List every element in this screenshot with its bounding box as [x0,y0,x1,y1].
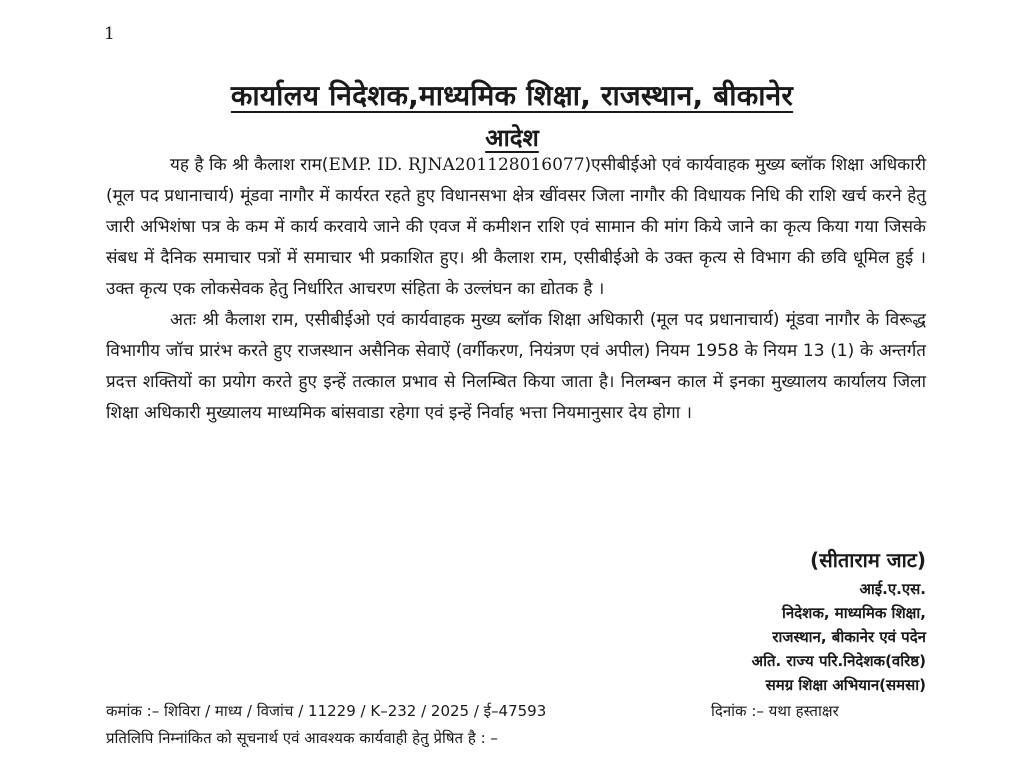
employee-id: EMP. ID. RJNA201128016077 [328,155,585,175]
page-number: 1 [104,24,115,44]
office-title: कार्यालय निदेशक,माध्यमिक शिक्षा, राजस्थान, बीकानेर [230,79,794,112]
order-body [106,150,926,429]
reference-date: दिनांक :– यथा हस्ताक्षर [711,702,839,720]
order-paragraph-2: अतः श्री कैलाश राम, एसीबीईओ एवं कार्यवाहक मुख्य ब्लॉक शिक्षा अधिकारी (मूल पद प्रधानाचार्य) मूंडवा नागौर के विरूद्ध विभागीय जॉच प्रारंभ करते हुए राजस्थान असैनिक सेवाऐं (वर्गीकरण, नियंत्रण एवं अपील) नियम 1958 के नियम 13 (1) के अन्तर्गत प्रदत्त शक्तियों का प्रयोग करते हुए इन्हें तत्काल प्रभाव से निलम्बित किया जाता है। निलम्बन काल में इनका मुख्यालय कार्यालय जिला शिक्षा अधिकारी मुख्यालय माध्यमिक बांसवाडा रहेगा एवं इन्हें निर्वाह भत्ता नियमानुसार देय होगा । [106,310,926,423]
signatory-name: (सीताराम जाट) [810,548,926,572]
order-heading: आदेश [485,124,539,152]
copy-forward-line: प्रतिलिपि निम्नांकित को सूचनार्थ एवं आवश्यक कार्यवाही हेतु प्रेषित है : – [106,729,498,747]
para1-text-end: )एसीबीईओ एवं कार्यवाहक मुख्य ब्लॉक शिक्षा अधिकारी (मूल पद प्रधानाचार्य) मूंडवा नागौर में कार्यरत रहते हुए विधानसभा क्षेत्र खींवसर जिला नागौर की विधायक निधि की राशि खर्च करने हेतु जारी अभिशंषा पत्र के कम में कार्य करवाये जाने की एवज में कमीशन राशि एवं सामान की मांग किये जाने का कृत्य किया गया जिसके संबध में दैनिक समाचार पत्रों में समाचार भी प्रकाशित हुए। श्री कैलाश राम, एसीबीईओ के उक्त कृत्य से विभाग की छवि धूमिल हुई । उक्त कृत्य एक लोकसेवक हेतु निर्धारित आचरण संहिता के उल्लंघन का द्योतक है । [106,155,926,299]
signatory-designation-1: निदेशक, माध्यमिक शिक्षा, [781,604,926,622]
signatory-designation-4: समग्र शिक्षा अभियान(समसा) [765,676,926,694]
para1-text-start: यह है कि श्री कैलाश राम( [170,155,329,175]
signature-block [752,543,926,697]
reference-number: कमांक :– शिविरा / माध्य / विजांच / 11229 / K–232 / 2025 / ई–47593 [106,702,547,720]
order-paragraph-1 [106,150,926,305]
signatory-service: आई.ए.एस. [859,580,926,598]
signatory-designation-3: अति. राज्य परि.निदेशक(वरिष्ठ) [751,652,926,670]
signatory-designation-2: राजस्थान, बीकानेर एवं पदेन [772,628,926,646]
